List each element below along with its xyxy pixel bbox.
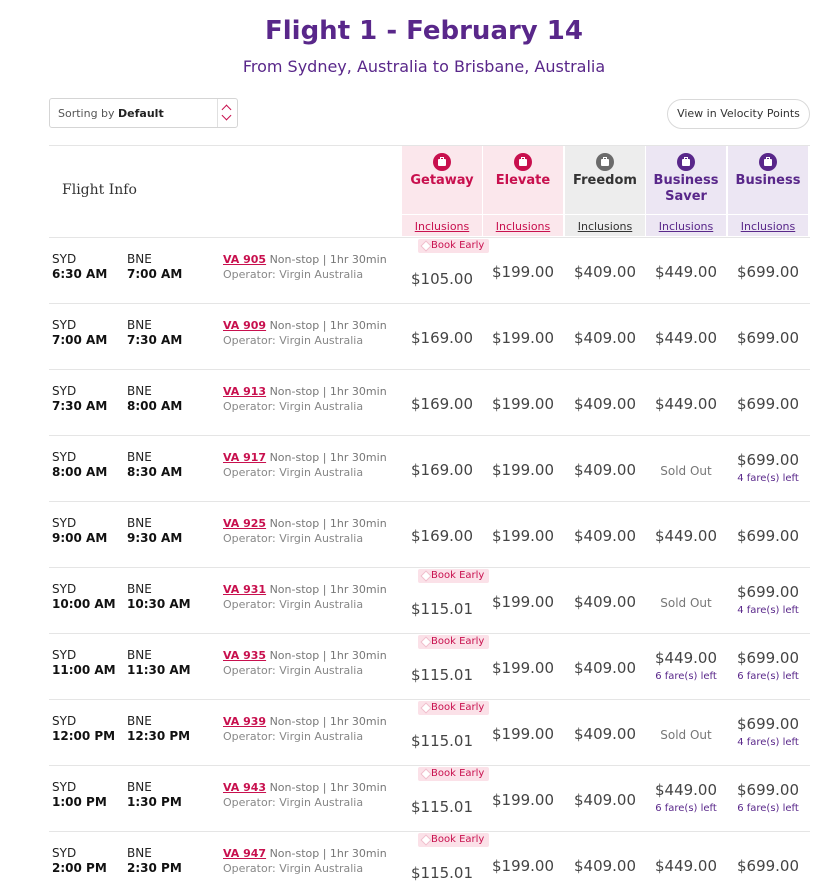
departure-time: 7:30 AM [52,399,108,413]
destination-code: BNE [127,516,152,530]
book-early-badge: Book Early [418,833,489,847]
baggage-icon [514,153,532,171]
destination-code: BNE [127,846,152,860]
book-early-badge: Book Early [418,239,489,253]
fare-name: Business [735,173,801,188]
destination-code: BNE [127,714,152,728]
fare-price[interactable]: $409.00 [573,791,637,809]
inclusions-link[interactable]: Inclusions [414,220,470,233]
fare-column-header-getaway [402,146,482,236]
flight-row [49,501,810,567]
book-early-badge: Book Early [418,569,489,583]
flight-duration: Non-stop | 1hr 30min [266,649,387,662]
inclusions-link[interactable]: Inclusions [495,220,551,233]
fare-price[interactable]: $449.00 [654,527,718,545]
departure-time: 7:00 AM [52,333,108,347]
divider [565,214,645,215]
page-title: Flight 1 - February 14 [264,16,583,46]
destination-code: BNE [127,252,152,266]
departure-time: 11:00 AM [52,663,116,677]
flight-number-link[interactable]: VA 917 [223,451,267,464]
sort-dropdown[interactable] [49,98,238,128]
fare-price[interactable]: $449.00 [654,781,718,799]
arrival-time: 12:30 PM [127,729,191,743]
operator: Operator: Virgin Australia [223,400,364,413]
baggage-icon [759,153,777,171]
fare-price[interactable]: $409.00 [573,395,637,413]
flight-duration: Non-stop | 1hr 30min [266,319,387,332]
fare-price[interactable]: $699.00 [736,781,800,799]
fares-left-count: 6 fare(s) left [655,803,717,814]
flight-row [49,369,810,435]
fare-price[interactable]: $115.01 [410,798,474,816]
divider [402,214,482,215]
fare-price[interactable]: $199.00 [491,527,555,545]
origin-code: SYD [52,846,77,860]
flight-details [223,385,387,398]
destination-code: BNE [127,384,152,398]
flight-row [49,435,810,501]
fare-price[interactable]: $409.00 [573,263,637,281]
departure-time: 9:00 AM [52,531,108,545]
fare-price[interactable]: $449.00 [654,329,718,347]
baggage-icon [433,153,451,171]
arrival-time: 9:30 AM [127,531,183,545]
divider [728,214,808,215]
fare-price[interactable]: $699.00 [736,451,800,469]
departure-time: 10:00 AM [52,597,116,611]
arrival-time: 1:30 PM [127,795,182,809]
destination-code: BNE [127,318,152,332]
operator: Operator: Virgin Australia [223,664,364,677]
flight-duration: Non-stop | 1hr 30min [266,517,387,530]
fare-price[interactable]: $699.00 [736,583,800,601]
operator: Operator: Virgin Australia [223,268,364,281]
origin-code: SYD [52,318,77,332]
flight-info-header: Flight Info [62,182,137,198]
departure-time: 2:00 PM [52,861,107,875]
origin-code: SYD [52,780,77,794]
fares-left-count: 6 fare(s) left [655,671,717,682]
destination-code: BNE [127,648,152,662]
fare-price[interactable]: $199.00 [491,263,555,281]
fares-left-count: 6 fare(s) left [737,671,799,682]
fare-price[interactable]: $449.00 [654,857,718,875]
operator: Operator: Virgin Australia [223,334,364,347]
flight-number-link[interactable]: VA 943 [223,781,267,794]
fare-price[interactable]: $699.00 [736,527,800,545]
fare-price[interactable]: $699.00 [736,395,800,413]
origin-code: SYD [52,516,77,530]
flight-duration: Non-stop | 1hr 30min [266,253,387,266]
fare-price: Sold Out [660,728,712,742]
fare-price[interactable]: $409.00 [573,527,637,545]
operator: Operator: Virgin Australia [223,862,364,875]
fare-name: Getaway [410,173,474,188]
fare-price[interactable]: $169.00 [410,329,474,347]
fare-price[interactable]: $199.00 [491,725,555,743]
fare-price[interactable]: $699.00 [736,329,800,347]
fare-price[interactable]: $199.00 [491,395,555,413]
fare-price[interactable]: $409.00 [573,461,637,479]
fare-price[interactable]: $699.00 [736,649,800,667]
fare-price[interactable]: $409.00 [573,857,637,875]
fare-price[interactable]: $105.00 [410,270,474,288]
arrival-time: 8:00 AM [127,399,183,413]
fare-column-header-bsaver [646,146,726,236]
fare-price[interactable]: $409.00 [573,593,637,611]
flight-details [223,781,387,794]
sort-prefix: Sorting by [58,107,115,120]
view-velocity-points-button[interactable]: View in Velocity Points [667,99,810,129]
fare-price[interactable]: $115.01 [410,732,474,750]
fare-price[interactable]: $409.00 [573,329,637,347]
sort-value: Default [118,107,164,120]
flight-row [49,765,810,831]
departure-time: 1:00 PM [52,795,107,809]
inclusions-link[interactable]: Inclusions [658,220,714,233]
fare-price[interactable]: $409.00 [573,659,637,677]
origin-code: SYD [52,450,77,464]
flight-number-link[interactable]: VA 909 [223,319,267,332]
flight-details [223,649,387,662]
flight-row [49,699,810,765]
origin-code: SYD [52,252,77,266]
destination-code: BNE [127,780,152,794]
destination-code: BNE [127,450,152,464]
book-early-badge: Book Early [418,767,489,781]
fare-column-header-business [728,146,808,236]
arrival-time: 10:30 AM [127,597,191,611]
origin-code: SYD [52,714,77,728]
flight-number-link[interactable]: VA 925 [223,517,267,530]
fare-column-header-freedom [565,146,645,236]
fare-column-header-elevate [483,146,563,236]
fare-price[interactable]: $199.00 [491,857,555,875]
departure-time: 12:00 PM [52,729,116,743]
fare-price[interactable]: $115.01 [410,864,474,882]
flight-details [223,715,387,728]
flight-row [49,831,810,882]
operator: Operator: Virgin Australia [223,730,364,743]
flight-number-link[interactable]: VA 935 [223,649,267,662]
fare-price[interactable]: $699.00 [736,715,800,733]
destination-code: BNE [127,582,152,596]
fare-name: Freedom [573,173,637,188]
page-subtitle: From Sydney, Australia to Brisbane, Australia [242,57,606,76]
fare-price[interactable]: $449.00 [654,649,718,667]
fare-price[interactable]: $169.00 [410,395,474,413]
fare-price[interactable]: $169.00 [410,527,474,545]
flight-duration: Non-stop | 1hr 30min [266,847,387,860]
fares-left-count: 4 fare(s) left [737,737,799,748]
fare-price[interactable]: $199.00 [491,461,555,479]
arrival-time: 7:30 AM [127,333,183,347]
flight-details [223,451,387,464]
fares-left-count: 6 fare(s) left [737,803,799,814]
flight-number-link[interactable]: VA 931 [223,583,267,596]
flight-duration: Non-stop | 1hr 30min [266,583,387,596]
sort-arrows-icon[interactable] [217,99,237,127]
book-early-badge: Book Early [418,701,489,715]
origin-code: SYD [52,384,77,398]
origin-code: SYD [52,582,77,596]
flight-details [223,583,387,596]
flight-duration: Non-stop | 1hr 30min [266,451,387,464]
fare-price[interactable]: $169.00 [410,461,474,479]
flight-row [49,303,810,369]
fare-price[interactable]: $199.00 [491,329,555,347]
operator: Operator: Virgin Australia [223,466,364,479]
fare-price[interactable]: $449.00 [654,263,718,281]
fare-price[interactable]: $199.00 [491,593,555,611]
origin-code: SYD [52,648,77,662]
operator: Operator: Virgin Australia [223,796,364,809]
inclusions-link[interactable]: Inclusions [740,220,796,233]
arrival-time: 11:30 AM [127,663,191,677]
flight-number-link[interactable]: VA 939 [223,715,267,728]
fare-name: Business Saver [653,173,719,204]
fare-name: Elevate [495,173,551,188]
operator: Operator: Virgin Australia [223,598,364,611]
flight-details [223,253,387,266]
inclusions-link[interactable]: Inclusions [577,220,633,233]
divider [646,214,726,215]
fares-left-count: 4 fare(s) left [737,473,799,484]
flight-duration: Non-stop | 1hr 30min [266,715,387,728]
book-early-badge: Book Early [418,635,489,649]
fares-left-count: 4 fare(s) left [737,605,799,616]
flight-details [223,319,387,332]
baggage-icon [596,153,614,171]
fare-price[interactable]: $115.01 [410,666,474,684]
flight-row [49,567,810,633]
fare-price[interactable]: $199.00 [491,791,555,809]
fare-price[interactable]: $199.00 [491,659,555,677]
fare-price[interactable]: $409.00 [573,725,637,743]
flight-row [49,237,810,303]
fare-price[interactable]: $115.01 [410,600,474,618]
fare-price: Sold Out [660,464,712,478]
arrival-time: 7:00 AM [127,267,183,281]
operator: Operator: Virgin Australia [223,532,364,545]
departure-time: 6:30 AM [52,267,108,281]
flight-duration: Non-stop | 1hr 30min [266,385,387,398]
fare-price[interactable]: $699.00 [736,263,800,281]
baggage-icon [677,153,695,171]
fare-price[interactable]: $449.00 [654,395,718,413]
flight-details [223,517,387,530]
fare-price: Sold Out [660,596,712,610]
departure-time: 8:00 AM [52,465,108,479]
flight-number-link[interactable]: VA 913 [223,385,267,398]
flight-details [223,847,387,860]
fare-price[interactable]: $699.00 [736,857,800,875]
flight-duration: Non-stop | 1hr 30min [266,781,387,794]
arrival-time: 2:30 PM [127,861,182,875]
arrival-time: 8:30 AM [127,465,183,479]
flight-number-link[interactable]: VA 947 [223,847,267,860]
flight-row [49,633,810,699]
divider [483,214,563,215]
flight-number-link[interactable]: VA 905 [223,253,267,266]
